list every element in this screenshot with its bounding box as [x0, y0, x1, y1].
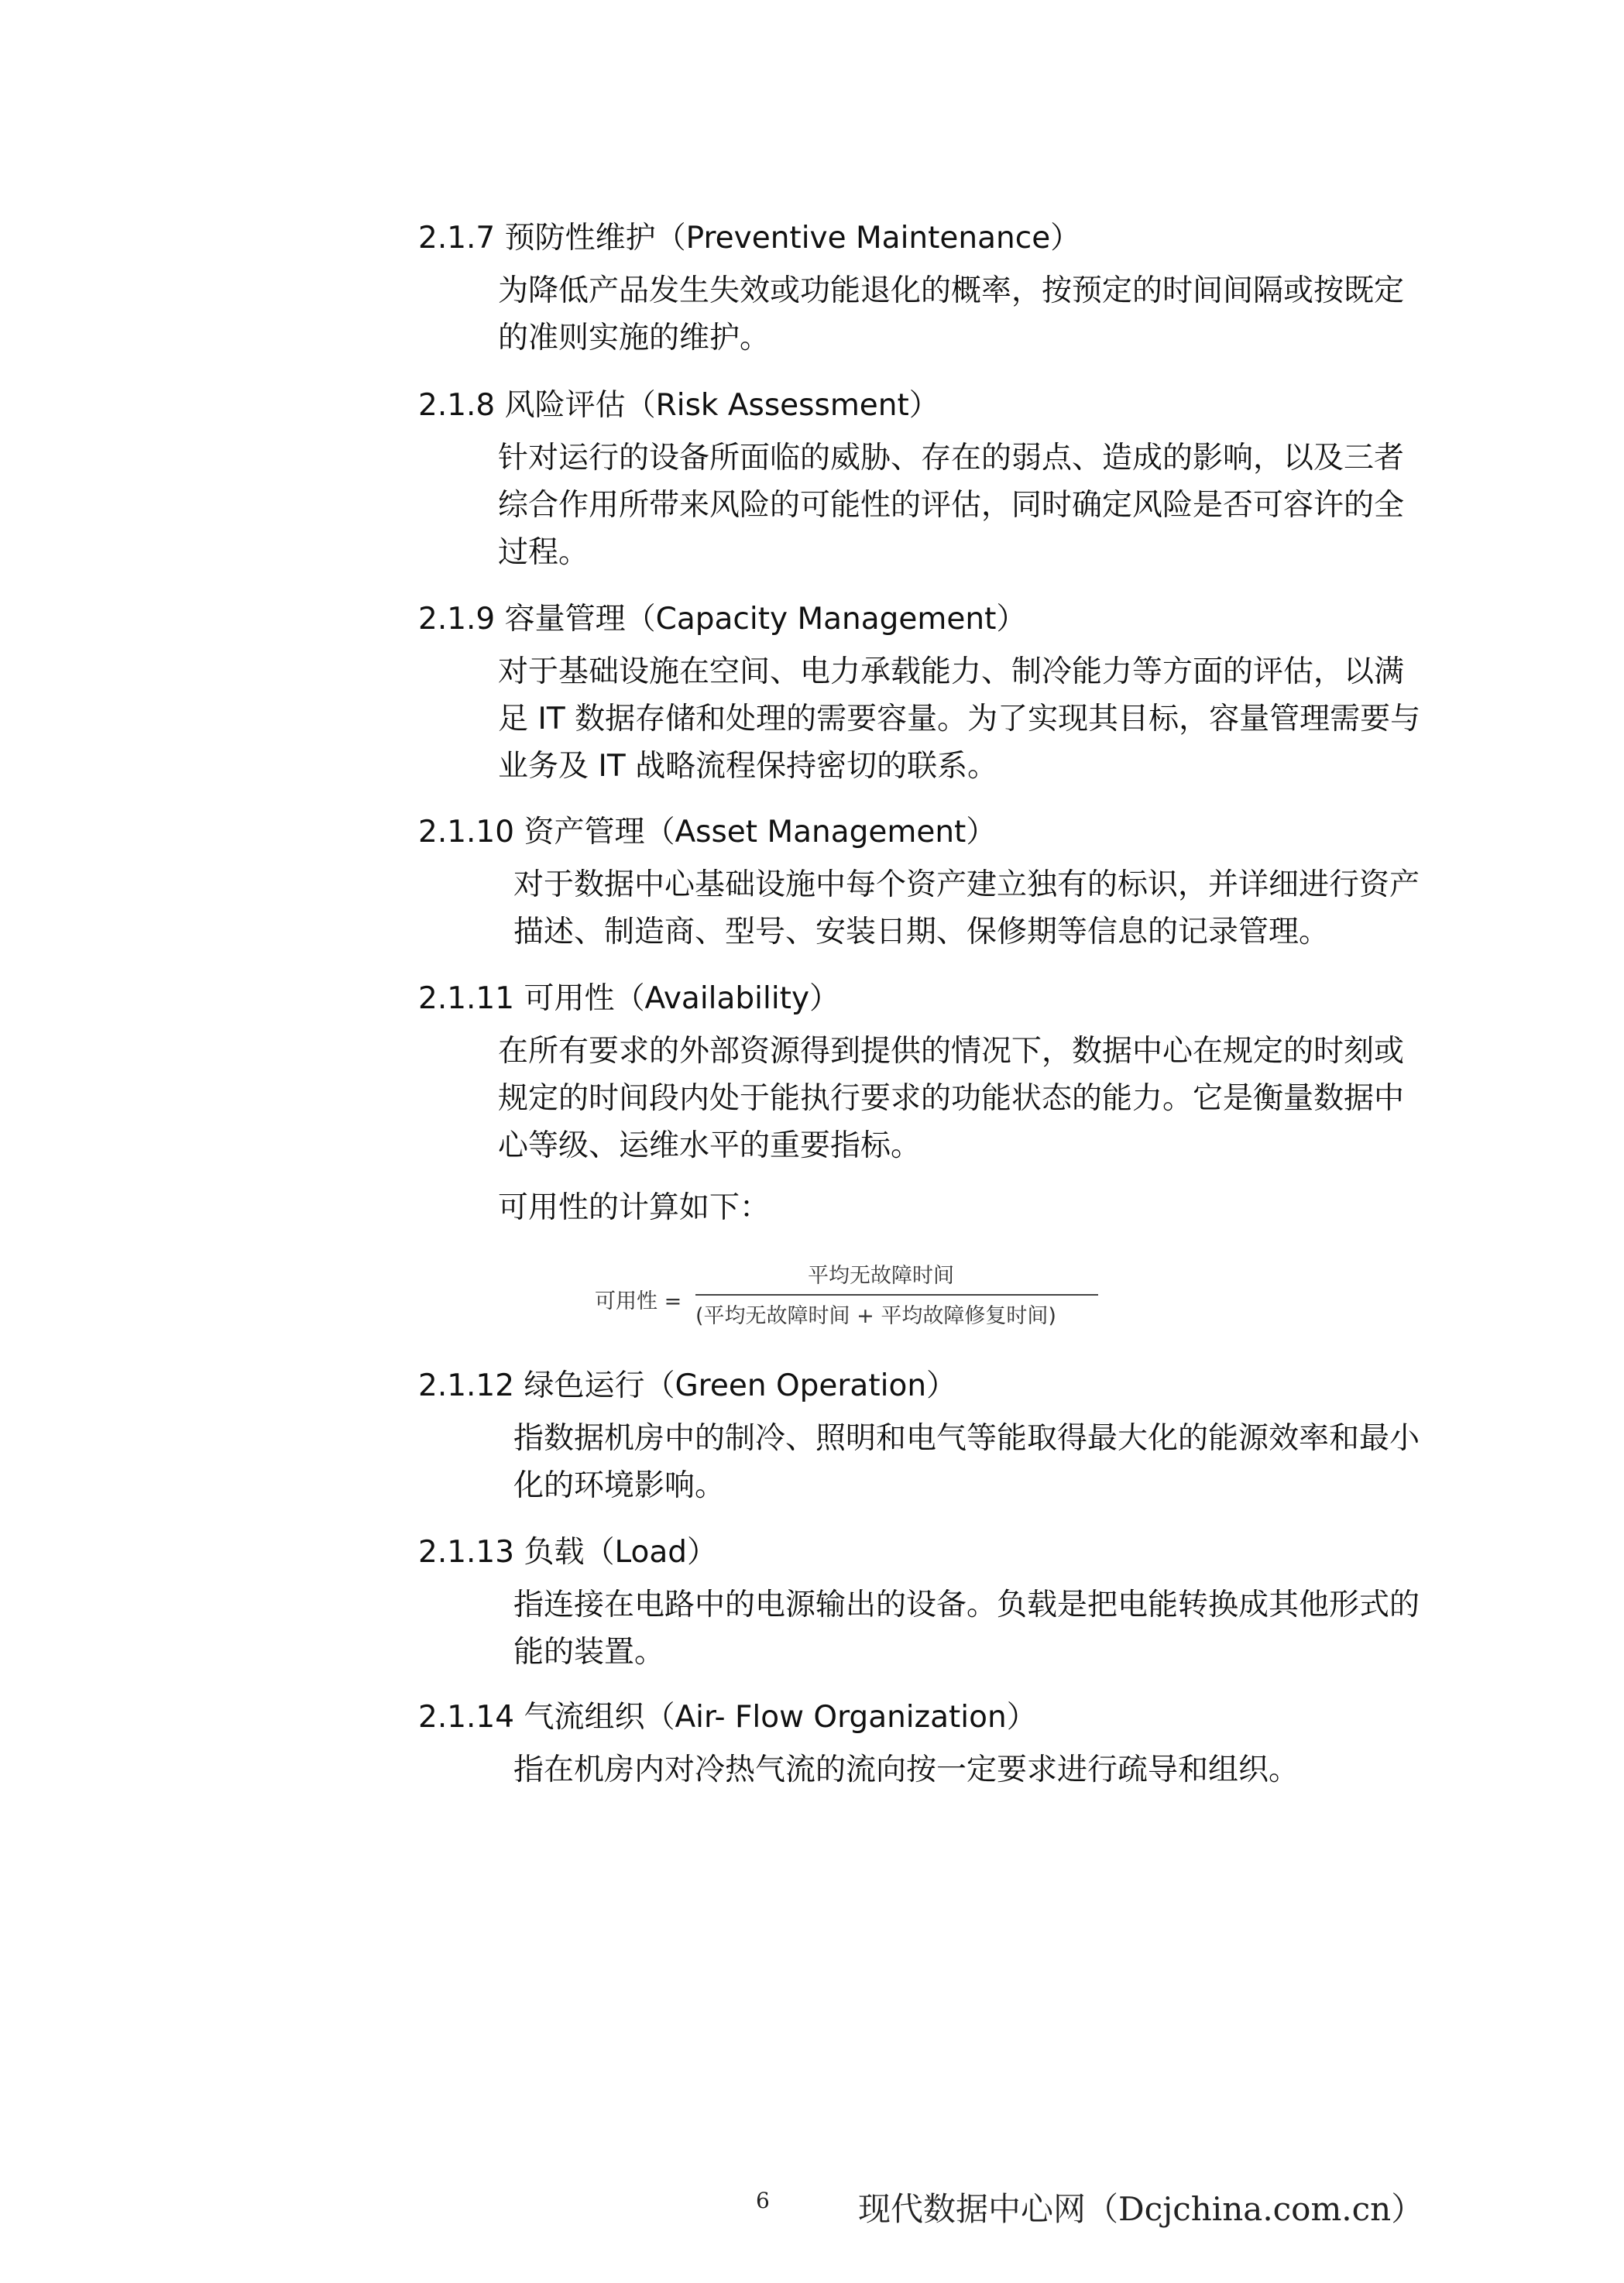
section-heading-2-1-12: 2.1.12 绿色运行（Green Operation） [418, 1368, 957, 1403]
body-line: 针对运行的设备所面临的威胁、存在的弱点、造成的影响，以及三者 [498, 441, 1405, 475]
body-line: 业务及 IT 战略流程保持密切的联系。 [498, 749, 998, 784]
page-number: 6 [756, 2188, 770, 2213]
section-body-2-1-8 [498, 434, 1466, 576]
section-heading-2-1-13: 2.1.13 负载（Load） [418, 1535, 718, 1570]
footer-site-name: 现代数据中心网（Dcjchina.com.cn） [858, 2190, 1424, 2228]
section-body-2-1-9 [498, 648, 1466, 790]
section-body-2-1-11 [498, 1028, 1466, 1169]
formula-lhs: 可用性 = [595, 1289, 682, 1313]
body-line: 对于基础设施在空间、电力承载能力、制冷能力等方面的评估，以满 [498, 654, 1405, 689]
section-heading-2-1-7: 2.1.7 预防性维护（Preventive Maintenance） [418, 221, 1081, 256]
fraction-bar [695, 1294, 1098, 1296]
body-line: 对于数据中心基础设施中每个资产建立独有的标识，并详细进行资产 [513, 867, 1420, 902]
body-line: 为降低产品发生失效或功能退化的概率，按预定的时间间隔或按既定 [498, 273, 1405, 308]
section-heading-2-1-8: 2.1.8 风险评估（Risk Assessment） [418, 388, 939, 423]
section-body-2-1-14 [513, 1746, 1482, 1794]
section-body-2-1-12 [513, 1415, 1482, 1509]
section-body-2-1-10 [513, 861, 1482, 956]
body-line: 在所有要求的外部资源得到提供的情况下，数据中心在规定的时刻或 [498, 1034, 1405, 1069]
formula-numerator: 平均无故障时间 [808, 1264, 954, 1288]
body-line: 指连接在电路中的电源输出的设备。负载是把电能转换成其他形式的 [513, 1588, 1420, 1622]
body-line: 化的环境影响。 [513, 1468, 726, 1503]
body-line: 心等级、运维水平的重要指标。 [498, 1128, 922, 1163]
body-line: 指数据机房中的制冷、照明和电气等能取得最大化的能源效率和最小 [513, 1421, 1420, 1456]
body-line: 能的装置。 [513, 1635, 665, 1670]
body-line: 描述、制造商、型号、安装日期、保修期等信息的记录管理。 [513, 915, 1330, 949]
body-line: 综合作用所带来风险的可能性的评估，同时确定风险是否可容许的全 [498, 488, 1405, 523]
formula-denominator: (平均无故障时间 + 平均故障修复时间) [695, 1304, 1056, 1328]
body-line: 足 IT 数据存储和处理的需要容量。为了实现其目标，容量管理需要与 [498, 702, 1421, 736]
section-body-2-1-7 [498, 267, 1466, 362]
body-line: 规定的时间段内处于能执行要求的功能状态的能力。它是衡量数据中 [498, 1081, 1405, 1116]
section-heading-2-1-11: 2.1.11 可用性（Availability） [418, 981, 840, 1016]
availability-formula [595, 1258, 1098, 1344]
section-heading-2-1-9: 2.1.9 容量管理（Capacity Management） [418, 602, 1027, 637]
body-line: 的准则实施的维护。 [498, 321, 771, 355]
section-body-2-1-13 [513, 1581, 1482, 1676]
body-line: 可用性的计算如下： [498, 1190, 771, 1225]
section-heading-2-1-14: 2.1.14 气流组织（Air- Flow Organization） [418, 1700, 1037, 1735]
section-heading-2-1-10: 2.1.10 资产管理（Asset Management） [418, 815, 997, 850]
body-line: 过程。 [498, 535, 589, 570]
body-line: 指在机房内对冷热气流的流向按一定要求进行疏导和组织。 [513, 1753, 1300, 1787]
formula-intro [498, 1184, 1466, 1231]
